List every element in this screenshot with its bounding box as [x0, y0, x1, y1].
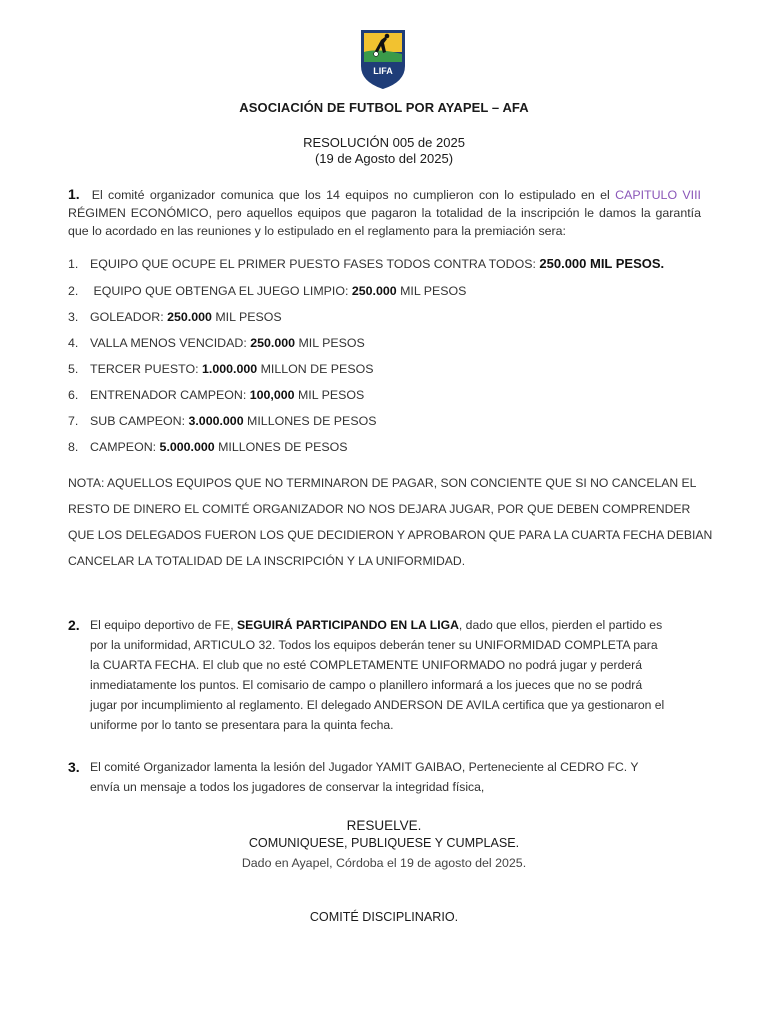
section-3-text: El comité Organizador lamenta la lesión del Jugador YAMIT GAIBAO, Perteneciente al CEDRO FC. Y envía un mensaje a todos los jugadores de conservar la integridad física, [90, 760, 639, 794]
prize-label: TERCER PUESTO: [90, 362, 202, 376]
prize-label: EQUIPO QUE OCUPE EL PRIMER PUESTO FASES TODOS CONTRA TODOS: [90, 257, 540, 271]
section-1-highlight: CAPITULO VIII [615, 188, 702, 202]
note-line: CANCELAR LA TOTALIDAD DE LA INSCRIPCIÓN Y LA UNIFORMIDAD. [68, 554, 466, 568]
section-2-text-b: , dado que ellos, pierden el partido es por la uniformidad, ARTICULO 32. Todos los equipos deberán tener su UNIFORMIDAD COMPLETA para la CUARTA FECHA. El club que no esté COMPLETAMENTE UNIFORMADO no podrá jugar y perderá inmediatamente los puntos. El comisario de campo o planillero informará a los jueces que no se podrá jugar por incumplimiento al reglamento. El delegado ANDERSON DE AVILA certifica que ya gestionaron el uniforme por lo tanto se presentara para la quinta fecha. [90, 618, 665, 732]
prize-number: 3. [68, 310, 79, 324]
prize-number: 2. [68, 284, 79, 298]
prize-number: 4. [68, 336, 79, 350]
section-1-number: 1. [68, 186, 80, 202]
prize-label: ENTRENADOR CAMPEON: [90, 388, 250, 402]
prize-amount: 5.000.000 [159, 440, 215, 454]
prize-item [68, 414, 377, 428]
section-1-paragraph [68, 185, 701, 240]
prize-label: SUB CAMPEON: [90, 414, 189, 428]
prize-number: 5. [68, 362, 79, 376]
logo-text: LIFA [373, 66, 393, 76]
resolution-number: RESOLUCIÓN 005 de 2025 [303, 135, 465, 150]
prize-suffix: MILLONES DE PESOS [214, 440, 348, 454]
prize-amount: 250.000 MIL PESOS. [539, 256, 665, 271]
prize-item [68, 256, 664, 271]
document-title: ASOCIACIÓN DE FUTBOL POR AYAPEL – AFA [239, 100, 529, 115]
prize-suffix: MIL PESOS [396, 284, 467, 298]
section-2-number: 2. [68, 617, 80, 633]
note-line: RESTO DE DINERO EL COMITÉ ORGANIZADOR NO NOS DEJARA JUGAR, POR QUE DEBEN COMPRENDER [68, 502, 691, 516]
prize-suffix: MILLONES DE PESOS [243, 414, 377, 428]
note-line: QUE LOS DELEGADOS FUERON LOS QUE DECIDIERON Y APROBARON QUE PARA LA CUARTA FECHA DEBIAN [68, 528, 713, 542]
prize-label: EQUIPO QUE OBTENGA EL JUEGO LIMPIO: [90, 284, 352, 298]
prize-number: 6. [68, 388, 79, 402]
prize-amount: 250.000 [167, 310, 212, 324]
resolution-date: (19 de Agosto del 2025) [314, 151, 454, 166]
prize-suffix: MIL PESOS [211, 310, 282, 324]
prize-label: CAMPEON: [90, 440, 160, 454]
prize-suffix: MIL PESOS [295, 336, 365, 350]
prize-amount: 100,000 [249, 388, 295, 402]
prize-item [68, 362, 374, 376]
prize-suffix: MIL PESOS [294, 388, 365, 402]
prize-number: 1. [68, 257, 79, 271]
resuelve-heading: RESUELVE. [346, 818, 422, 833]
committee-signature: COMITÉ DISCIPLINARIO. [309, 910, 459, 924]
comuniquese-line: COMUNIQUESE, PUBLIQUESE Y CUMPLASE. [248, 836, 520, 850]
section-2-strong: SEGUIRÁ PARTICIPANDO EN LA LIGA [237, 618, 459, 632]
prize-suffix: MILLON DE PESOS [257, 362, 374, 376]
prize-amount: 250.000 [250, 336, 296, 350]
section-3-number: 3. [68, 759, 80, 775]
prize-item [68, 440, 348, 454]
section-1-text-b: RÉGIMEN ECONÓMICO, pero aquellos equipos que pagaron la totalidad de la inscripción le damos la garantía que lo acordado en las reuniones y lo estipulado en el reglamento para la premiación sera: [68, 206, 701, 238]
section-2-text-a: El equipo deportivo de FE, [90, 618, 238, 632]
section-1-text-a: El comité organizador comunica que los 14 equipos no cumplieron con lo estipulado en el [91, 188, 616, 202]
prize-amount: 3.000.000 [188, 414, 244, 428]
prize-number: 7. [68, 414, 79, 428]
section-3-paragraph [68, 757, 668, 797]
section-2-paragraph [68, 615, 668, 735]
prize-number: 8. [68, 440, 79, 454]
prize-item [68, 284, 466, 298]
prize-amount: 1.000.000 [202, 362, 258, 376]
prize-amount: 250.000 [351, 284, 397, 298]
prize-label: GOLEADOR: [90, 310, 168, 324]
prize-label: VALLA MENOS VENCIDAD: [90, 336, 251, 350]
prize-item [68, 336, 365, 350]
prize-item [68, 388, 364, 402]
lifa-logo [358, 28, 408, 90]
given-at-line: Dado en Ayapel, Córdoba el 19 de agosto del 2025. [241, 856, 527, 870]
note-line: NOTA: AQUELLOS EQUIPOS QUE NO TERMINARON DE PAGAR, SON CONCIENTE QUE SI NO CANCELAN EL [68, 476, 697, 490]
prize-item [68, 310, 282, 324]
